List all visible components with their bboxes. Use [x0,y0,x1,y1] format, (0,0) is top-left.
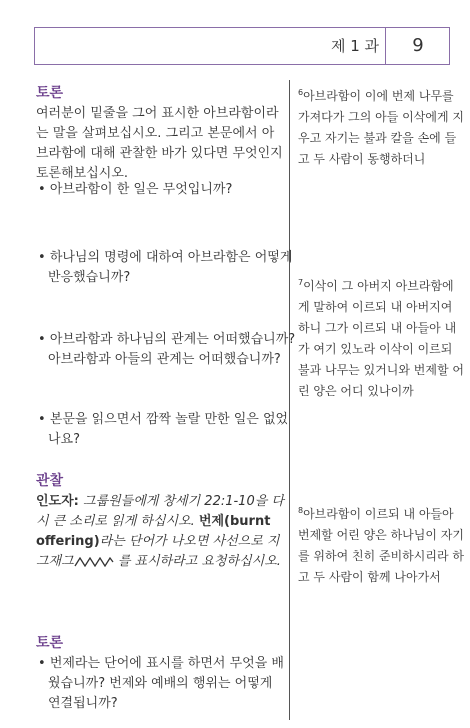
observation-section [36,470,284,572]
question-4 [36,410,296,450]
question-3 [36,330,296,370]
bullet: • [38,656,46,671]
bullet: • [38,332,46,347]
discussion-section-1 [36,82,284,184]
lesson-label: 제 1 과 [330,37,379,55]
verse-number: 7 [298,278,304,287]
lesson-header [34,27,450,65]
verse-8 [298,500,464,588]
zigzag-mark-icon [74,557,114,567]
verse-number: 8 [298,506,304,515]
instruction-text-a: 그룹원들에게 창세기 22:1-10을 다시 큰 소리로 읽게 하십시오. [36,494,284,529]
question-text: 하나님의 명령에 대하여 아브라함은 어떻게 반응했습니까? [48,250,293,285]
bullet: • [38,182,46,197]
verse-text: 아브라함이 이르되 내 아들아 번제할 어린 양은 하나님이 자기를 위하여 친히 준비하시리라 하고 두 사람이 함께 나아가서 [298,507,464,584]
leader-label: 인도자: [36,494,79,509]
verse-7 [298,272,464,402]
verse-6 [298,82,464,170]
section-title-discussion: 토론 [36,85,64,101]
burnt-offering-term: 번제(burnt offering) [36,514,271,549]
leader-instruction [36,492,284,572]
instruction-text-c: 를 표시하라고 요청하십시오. [113,554,281,569]
verse-text: 이삭이 그 아버지 아브라함에게 말하여 이르되 내 아버지여 하니 그가 이르되 내 아들아 내가 여기 있노라 이삭이 이르되 불과 나무는 있거니와 번제할 어린 양은 어디 있나이까 [298,279,464,398]
page-number: 9 [412,35,424,56]
verse-number: 6 [298,88,304,97]
bullet: • [38,412,46,427]
discussion-intro: 여러분이 밑줄을 그어 표시한 아브라함이라는 말을 살펴보십시오. 그리고 본문에서 아브라함에 대해 관찰한 바가 있다면 무엇인지 토론해보십시오. [36,106,283,181]
question-2 [36,248,296,288]
question-5 [36,654,284,714]
discussion-section-2 [36,632,284,714]
question-1 [36,180,296,200]
section-title-discussion-2: 토론 [36,635,64,651]
question-text: 본문을 읽으면서 깜짝 놀랄 만한 일은 없었나요? [48,412,289,447]
question-text: 아브라함이 한 일은 무엇입니까? [49,182,233,197]
question-text: 아브라함과 하나님의 관계는 어떠했습니까? 아브라함과 아들의 관계는 어떠했습니까? [48,332,296,367]
verse-text: 아브라함이 이에 번제 나무를 가져다가 그의 아들 이삭에게 지우고 자기는 불과 칼을 손에 들고 두 사람이 동행하더니 [298,89,464,166]
question-text: 번제라는 단어에 표시를 하면서 무엇을 배웠습니까? 번제와 예배의 행위는 어떻게 연결됩니까? [48,656,284,711]
section-title-observation: 관찰 [36,473,64,489]
bullet: • [38,250,46,265]
column-divider [289,80,290,720]
instruction-text-b: 라는 단어가 나오면 사선으로 지그재그 [36,534,280,569]
